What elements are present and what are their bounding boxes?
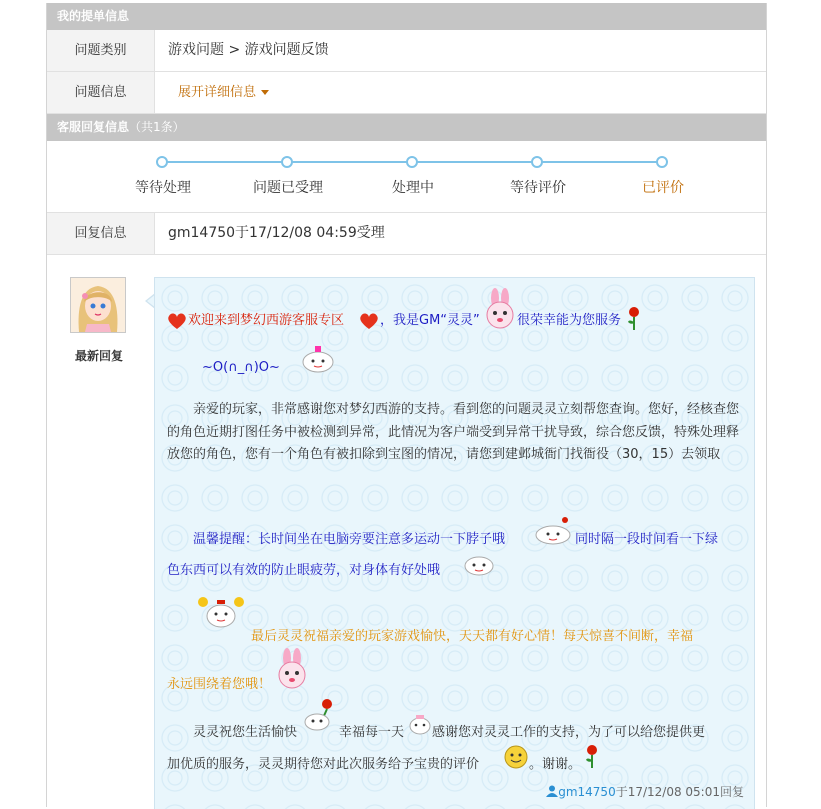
footer-user: gm14750 [558, 785, 616, 799]
step-dot [531, 156, 543, 168]
reply-footer [546, 783, 744, 800]
reply-info-row [47, 213, 766, 255]
category-row [47, 30, 766, 72]
rose-icon [627, 306, 641, 330]
user-icon [546, 785, 558, 797]
main-paragraph: 亲爱的玩家，非常感谢您对梦幻西游的支持。看到您的问题灵灵立刻帮您查询。您好，经核查您的角色近期打图任务中被检测到异常，此情况为客户端受到异常干扰导致，综合您反馈，特殊处理释放您的角色，您有一个角色有被扣除到宝图的情况，请您到建邺城衙门找衙役（30，15）去领取 [167, 402, 740, 462]
tip-text-line1: 温馨提醒：长时间坐在电脑旁要注意多运动一下脖子哦 [193, 532, 506, 547]
step-dot [406, 156, 418, 168]
step-dot [156, 156, 168, 168]
closing-text-b: 幸福每一天 [339, 725, 405, 740]
tip-text-line1b: 同时隔一段时间看一下绿 [575, 532, 719, 547]
reply-info-label: 回复信息 [47, 213, 155, 254]
expand-details-button[interactable] [178, 85, 269, 100]
step-label: 处理中 [392, 180, 434, 196]
cloud-face-icon [533, 516, 573, 546]
cloud-face-icon [303, 698, 339, 732]
kaomoji-text: ~O(∩_∩)O~ [202, 360, 280, 375]
heart-icon [167, 312, 187, 330]
greeting-text-c: 很荣幸能为您服务 [517, 313, 622, 328]
heart-icon [359, 312, 379, 330]
closing-text-line2a: 加优质的服务，灵灵期待您对此次服务给予宝贵的评价 [167, 757, 480, 772]
reply-bubble [154, 277, 755, 809]
step-dot [656, 156, 668, 168]
reply-count: （共1条） [129, 120, 185, 134]
footer-text: 于17/12/08 05:01回复 [615, 785, 744, 799]
reply-area [47, 255, 766, 808]
greeting-text-b: ，我是GM“灵灵” [380, 313, 480, 328]
reply-info-value: gm14750于17/12/08 04:59受理 [168, 225, 385, 241]
blessing-text-line2: 永远围绕着您哦！ [167, 677, 272, 692]
ticket-panel [46, 3, 767, 807]
bunny-icon [277, 648, 307, 690]
ticket-section-header [47, 3, 766, 30]
caret-down-icon [261, 90, 269, 95]
blessing-text-line1: 最后灵灵祝福亲爱的玩家游戏愉快，天天都有好心情！每天惊喜不间断，幸福 [251, 629, 694, 644]
ticket-section-title: 我的提单信息 [57, 9, 130, 23]
progress-steps [47, 141, 766, 213]
category-value: 游戏问题 > 游戏问题反馈 [168, 42, 329, 58]
reply-section-header [47, 114, 766, 141]
info-label: 问题信息 [47, 72, 155, 113]
reply-section-title: 客服回复信息 [57, 120, 130, 134]
greeting-text-a: 欢迎来到梦幻西游客服专区 [188, 313, 345, 328]
closing-text-a: 灵灵祝您生活愉快 [193, 725, 298, 740]
closing-text-c: 感谢您对灵灵工作的支持，为了可以给您提供更 [432, 725, 706, 740]
cloud-face-icon [301, 344, 335, 374]
step-label: 问题已受理 [253, 180, 323, 196]
step-dot [281, 156, 293, 168]
avatar [70, 277, 126, 333]
cloud-face-icon [408, 714, 432, 736]
step-label-active: 已评价 [642, 180, 684, 196]
info-row [47, 72, 766, 114]
tip-text-line2: 色东西可以有效的防止眼疲劳，对身体有好处哦 [167, 563, 441, 578]
step-label: 等待评价 [510, 180, 566, 196]
cloud-face-icon [195, 594, 247, 630]
closing-text-line2b: 。谢谢。 [529, 757, 582, 772]
rose-icon [585, 744, 599, 768]
category-label: 问题类别 [47, 30, 155, 71]
cloud-face-icon [463, 553, 495, 577]
expand-details-label: 展开详细信息 [178, 85, 257, 100]
bunny-icon [485, 288, 515, 330]
smiley-icon [503, 744, 529, 770]
latest-reply-label: 最新回复 [75, 349, 124, 363]
step-label: 等待处理 [135, 180, 191, 196]
